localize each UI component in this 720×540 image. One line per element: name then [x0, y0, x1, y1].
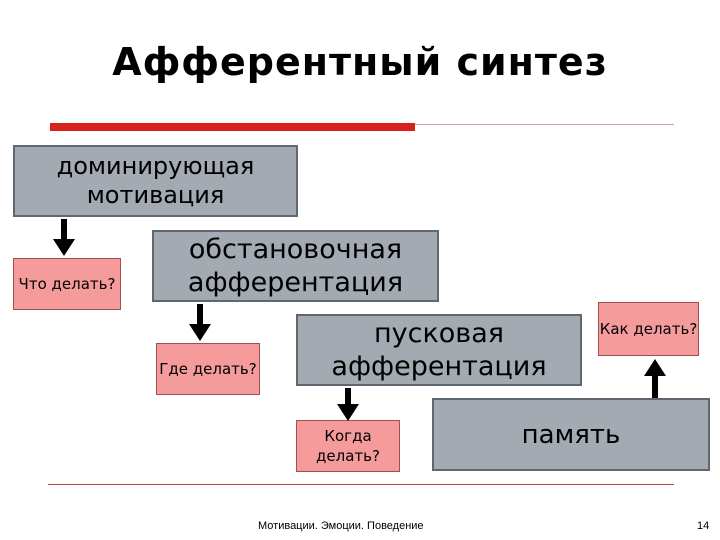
page-number: 14 [697, 520, 710, 532]
how-to-do-box: Как делать? [598, 302, 699, 356]
arrow-down-what-icon [52, 219, 76, 257]
title-accent-rule [50, 123, 415, 131]
what-to-do-box: Что делать? [13, 258, 121, 310]
when-to-do-box: Когда делать? [296, 420, 400, 472]
footer-text: Мотивации. Эмоции. Поведение [258, 520, 424, 532]
arrow-down-when-icon [336, 388, 360, 422]
trigger-afferentation-box: пусковая афферентация [296, 314, 582, 386]
footer-rule [48, 484, 674, 485]
title-thin-rule [415, 124, 674, 125]
arrow-up-how-icon [643, 358, 667, 398]
slide-title: Афферентный синтез [112, 40, 608, 84]
memory-box: память [432, 398, 710, 471]
dominant-motivation-box: доминирующая мотивация [13, 145, 298, 217]
where-to-do-box: Где делать? [156, 343, 260, 395]
arrow-down-where-icon [188, 304, 212, 342]
situational-afferentation-box: обстановочная афферентация [152, 230, 439, 302]
